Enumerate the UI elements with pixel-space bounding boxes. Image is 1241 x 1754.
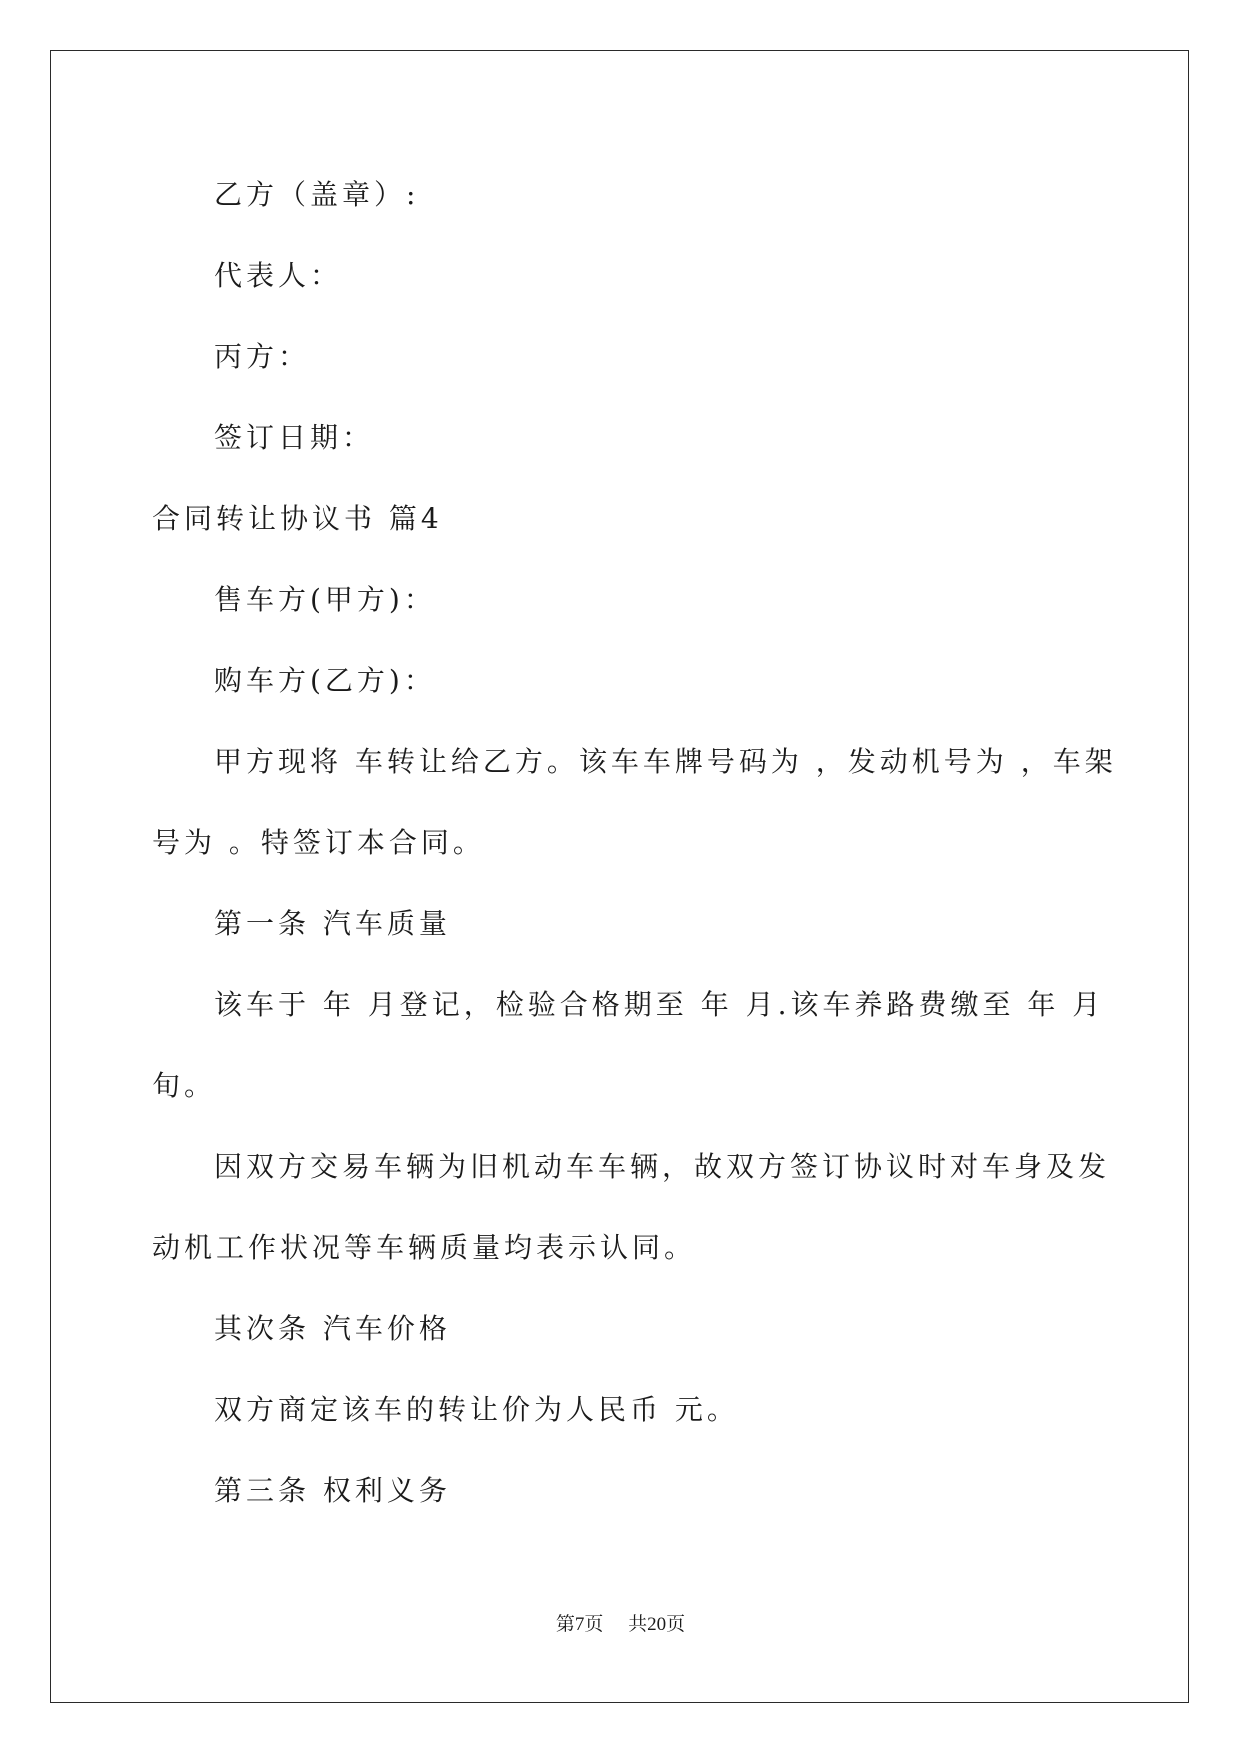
page-number: 第7页 bbox=[555, 1614, 604, 1635]
seller-label: 售车方(甲方)： bbox=[214, 583, 436, 616]
paragraph-line: 动机工作状况等车辆质量均表示认同。 bbox=[152, 1231, 697, 1264]
article-heading: 第三条 权利义务 bbox=[214, 1474, 451, 1507]
paragraph-line: 因双方交易车辆为旧机动车车辆，故双方签订协议时对车身及发 bbox=[214, 1150, 1111, 1183]
party-c-label: 丙方： bbox=[214, 340, 311, 373]
paragraph-line: 该车于 年 月登记，检验合格期至 年 月.该车养路费缴至 年 月 bbox=[214, 988, 1105, 1021]
paragraph-line: 甲方现将 车转让给乙方。该车车牌号码为 ，发动机号为 ，车架 bbox=[214, 745, 1117, 778]
article-heading: 其次条 汽车价格 bbox=[214, 1312, 451, 1345]
page-footer bbox=[0, 1613, 1241, 1637]
page-total: 共20页 bbox=[628, 1614, 686, 1635]
paragraph-line: 旬。 bbox=[152, 1069, 217, 1102]
section-heading: 合同转让协议书 篇4 bbox=[152, 502, 443, 535]
party-b-seal-label: 乙方（盖章）: bbox=[214, 178, 420, 211]
article-heading: 第一条 汽车质量 bbox=[214, 907, 451, 940]
paragraph-line: 双方商定该车的转让价为人民币 元。 bbox=[214, 1393, 739, 1426]
page-border bbox=[50, 50, 1189, 1703]
buyer-label: 购车方(乙方)： bbox=[214, 664, 436, 697]
paragraph-line: 号为 。特签订本合同。 bbox=[152, 826, 485, 859]
signing-date-label: 签订日期： bbox=[214, 421, 375, 454]
representative-label: 代表人： bbox=[214, 259, 343, 292]
